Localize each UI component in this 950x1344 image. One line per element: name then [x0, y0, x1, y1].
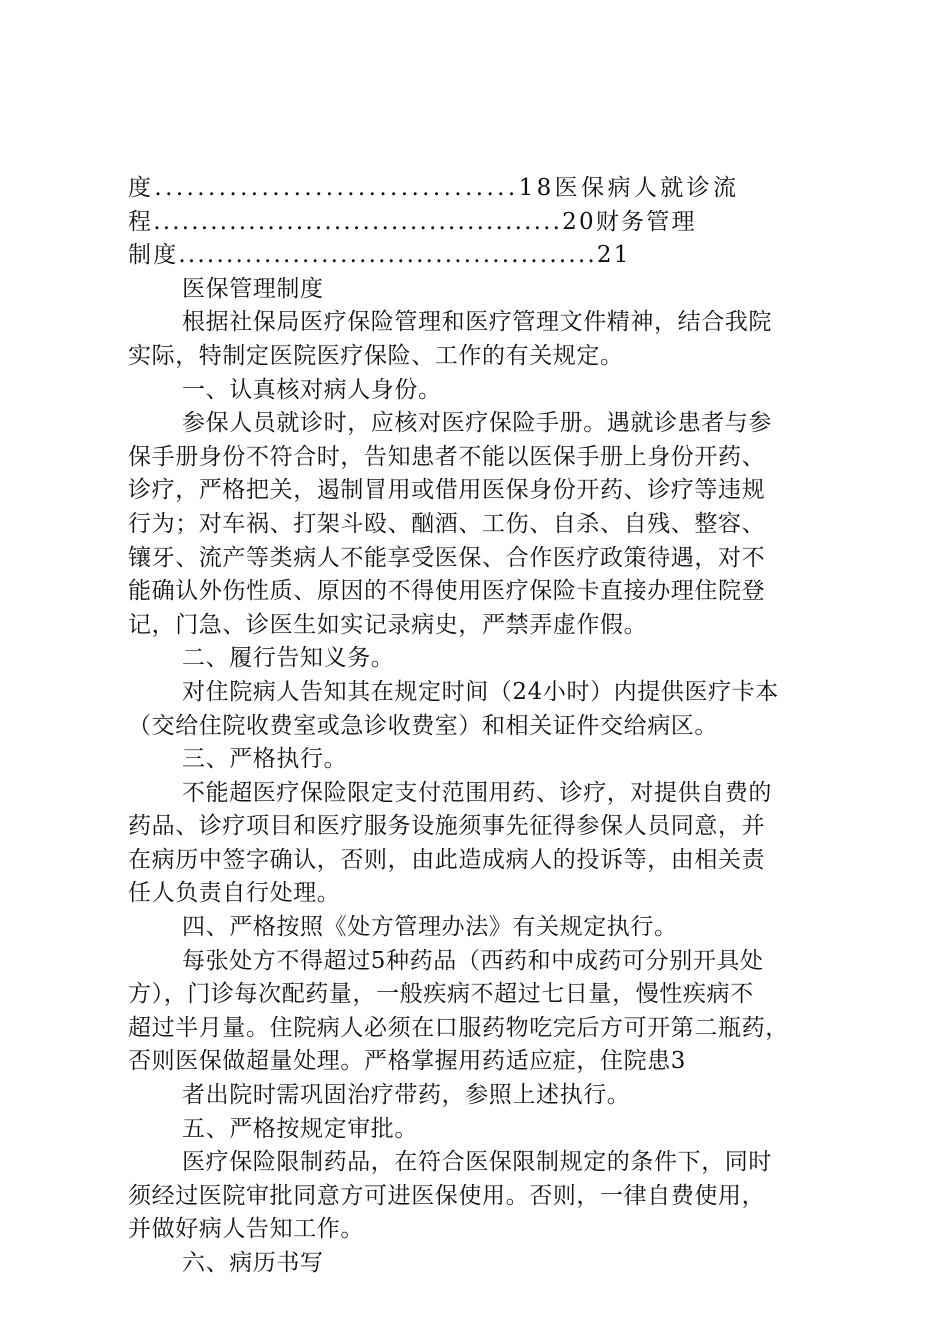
paragraph-line: 并做好病人告知工作。 [128, 1216, 364, 1243]
document-title: 医保管理制度 [182, 275, 324, 302]
paragraph-line: 否则医保做超量处理。严格掌握用药适应症，住院患3 [128, 1048, 687, 1075]
section-heading: 五、严格按规定审批。 [182, 1115, 418, 1142]
paragraph-line: 超过半月量。住院病人必须在口服药物吃完后方可开第二瓶药， [128, 1014, 789, 1041]
paragraph-line: 行为；对车祸、打架斗殴、酗酒、工伤、自杀、自残、整容、 [128, 510, 766, 537]
paragraph-line: 能确认外伤性质、原因的不得使用医疗保险卡直接办理住院登 [128, 578, 766, 605]
paragraph-line: 医疗保险限制药品，在符合医保限制规定的条件下，同时 [182, 1149, 772, 1176]
section-heading: 三、严格执行。 [182, 746, 348, 773]
paragraph-line: 参保人员就诊时，应核对医疗保险手册。遇就诊患者与参 [182, 410, 772, 437]
paragraph-line: 须经过医院审批同意方可进医保使用。否则，一律自费使用， [128, 1182, 766, 1209]
section-heading: 一、认真核对病人身份。 [182, 376, 442, 403]
paragraph-line: （交给住院收费室或急诊收费室）和相关证件交给病区。 [128, 712, 718, 739]
toc-line: 度..................................18医保病人就诊流 [128, 175, 740, 201]
paragraph-line: 药品、诊疗项目和医疗服务设施须事先征得参保人员同意，并 [128, 813, 766, 840]
paragraph-line: 者出院时需巩固治疗带药，参照上述执行。 [182, 1082, 631, 1109]
paragraph-line: 记，门急、诊医生如实记录病史，严禁弄虚作假。 [128, 611, 648, 638]
paragraph-line: 每张处方不得超过5种药品（西药和中成药可分别开具处 [182, 947, 764, 974]
paragraph-line: 方），门诊每次配药量，一般疾病不超过七日量，慢性疾病不 [128, 981, 754, 1008]
paragraph-line: 对住院病人告知其在规定时间（24小时）内提供医疗卡本 [182, 678, 779, 705]
paragraph-line: 在病历中签字确认，否则，由此造成病人的投诉等，由相关责 [128, 846, 766, 873]
toc-line: 制度............................................21 [128, 242, 631, 269]
paragraph-line: 诊疗，严格把关，遏制冒用或借用医保身份开药、诊疗等违规 [128, 477, 766, 504]
section-heading: 二、履行告知义务。 [182, 645, 395, 672]
paragraph-line: 镶牙、流产等类病人不能享受医保、合作医疗政策待遇，对不 [128, 544, 766, 571]
toc-line: 程...........................................20财务管理 [128, 208, 697, 235]
paragraph-line: 不能超医疗保险限定支付范围用药、诊疗，对提供自费的 [182, 779, 772, 806]
section-heading: 四、严格按照《处方管理办法》有关规定执行。 [182, 914, 678, 941]
paragraph-line: 实际，特制定医院医疗保险、工作的有关规定。 [128, 342, 624, 369]
paragraph-line: 根据社保局医疗保险管理和医疗管理文件精神，结合我院 [182, 309, 772, 336]
paragraph-line: 保手册身份不符合时，告知患者不能以医保手册上身份开药、 [128, 443, 766, 470]
section-heading: 六、病历书写 [182, 1250, 324, 1276]
paragraph-line: 任人负责自行处理。 [128, 880, 341, 907]
document-body [128, 172, 838, 1281]
